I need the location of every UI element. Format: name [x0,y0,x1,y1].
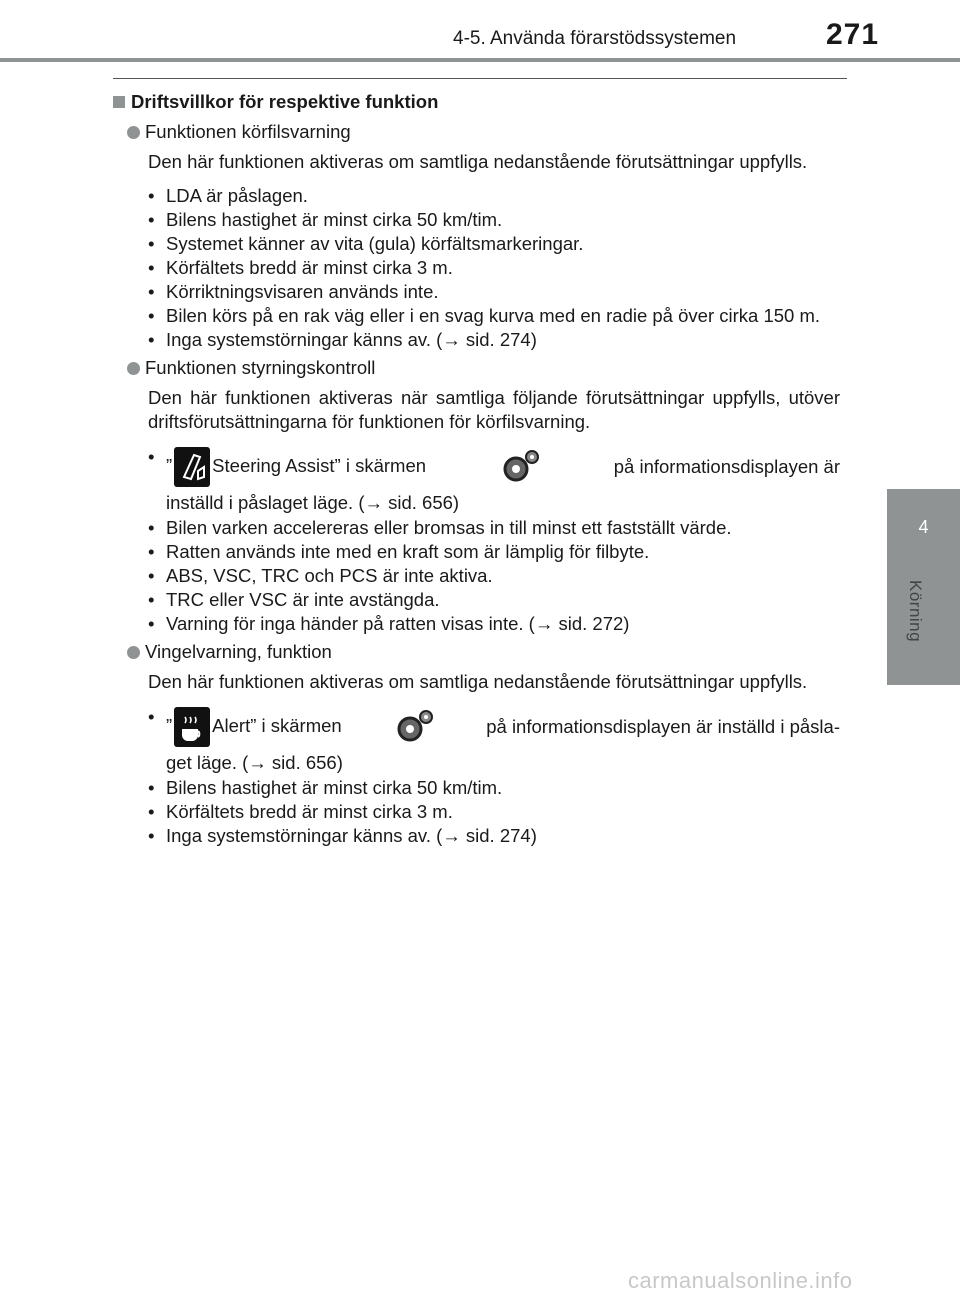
circle-bullet-icon [127,362,140,375]
icon-item-text-b: på informationsdisplayen är inställd i påsla- [486,716,840,737]
subheading-text: Funktionen styrningskontroll [145,357,376,378]
subheading [127,640,840,664]
list-item: • Systemet känner av vita (gula) körfältsmarkeringar. [148,232,840,256]
chapter-number: 4 [918,517,929,537]
icon-item-text-a: Steering Assist” i skärmen [212,454,427,476]
list-item: • Bilens hastighet är minst cirka 50 km/tim. [148,208,840,232]
icon-item-text-rest: get läge. (→ sid. 656) [166,752,343,773]
list-item-with-icons[interactable]: • ” Steering Assist” i skärmen på informationsdisplayen är inställd i påslaget läge. (→ sid. 656) [148,444,840,516]
section-heading-text: Driftsvillkor för respektive funktion [131,91,439,112]
header-bar [0,58,960,62]
paragraph: Den här funktionen aktiveras om samtliga nedanstående förutsättningar uppfylls. [148,671,808,692]
icon-item-text-b: på informationsdisplayen är [613,456,840,477]
list-item: • Bilen varken accelereras eller bromsas in till minst ett fastställt värde. [148,516,840,540]
list-item: • Ratten används inte med en kraft som är lämplig för filbyte. [148,540,840,564]
subheading-text: Vingelvarning, funktion [145,641,332,662]
condition-list [148,184,840,352]
list-item: • LDA är påslagen. [148,184,840,208]
settings-gear-icon [390,707,438,747]
page-number: 271 [826,18,880,51]
list-item: • Körfältets bredd är minst cirka 3 m. [148,800,840,824]
subheading-text: Funktionen körfilsvarning [145,121,351,142]
list-item: • Körfältets bredd är minst cirka 3 m. [148,256,840,280]
circle-bullet-icon [127,646,140,659]
list-item: • TRC eller VSC är inte avstängda. [148,588,840,612]
list-item: • ABS, VSC, TRC och PCS är inte aktiva. [148,564,840,588]
chapter-label: Körning [906,580,925,643]
list-item-with-icons[interactable]: • ” Alert” i skärmen på informationsdisplayen är inställd i påsla- get läge. (→ sid. 656) [148,704,840,776]
coffee-cup-icon [174,707,210,747]
steering-assist-icon [174,447,210,487]
icon-item-text-a: Alert” i skärmen [212,714,342,736]
footer-watermark: carmanualsonline.info [628,1268,853,1293]
section-heading [113,90,840,114]
settings-gear-icon [496,447,544,487]
circle-bullet-icon [127,126,140,139]
page-content [113,90,840,852]
list-item-link[interactable]: • Inga systemstörningar känns av. (→ sid. 274) [148,328,840,352]
condition-list [148,444,840,636]
list-item-link[interactable]: • Varning för inga händer på ratten visas inte. (→ sid. 272) [148,612,840,636]
content-rule [113,78,847,79]
square-bullet-icon [113,96,125,108]
subheading [127,356,840,380]
list-item: • Bilens hastighet är minst cirka 50 km/tim. [148,776,840,800]
list-item: • Körriktningsvisaren används inte. [148,280,840,304]
icon-item-text-rest: inställd i påslaget läge. (→ sid. 656) [166,492,460,513]
paragraph: Den här funktionen aktiveras när samtliga följande förutsättningar uppfylls, utöver driftsförutsättningarna för funktionen för körfilsvarning. [148,387,840,432]
list-item: • Bilen körs på en rak väg eller i en svag kurva med en radie på över cirka 150 m. [148,304,840,328]
paragraph: Den här funktionen aktiveras om samtliga nedanstående förutsättningar uppfylls. [148,151,808,172]
list-item-link[interactable]: • Inga systemstörningar känns av. (→ sid. 274) [148,824,840,848]
section-title: 4-5. Använda förarstödssystemen [453,28,737,49]
condition-list [148,704,840,848]
subheading [127,120,840,144]
